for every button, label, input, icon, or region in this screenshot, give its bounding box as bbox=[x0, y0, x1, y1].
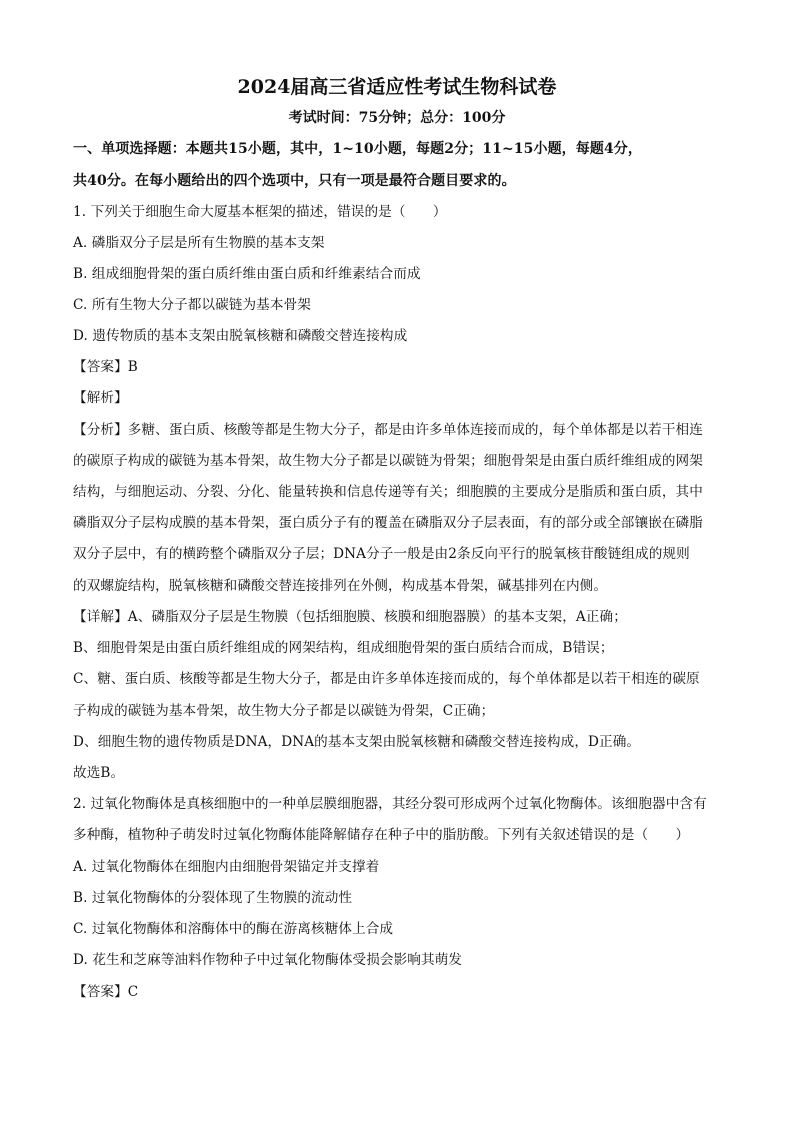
question-1-option-d: D. 遗传物质的基本支架由脱氧核糖和磷酸交替连接构成 bbox=[73, 328, 408, 344]
page-title: 2024届高三省适应性考试生物科试卷 bbox=[237, 76, 557, 98]
question-1-explanation-label: 【解析】 bbox=[73, 390, 128, 406]
question-1-conclusion: 故选B。 bbox=[73, 765, 125, 781]
question-1-analysis-line: 的双螺旋结构，脱氧核糖和磷酸交替连接排列在外侧，构成基本骨架，碱基排列在内侧。 bbox=[73, 578, 608, 594]
question-1-stem: 1. 下列关于细胞生命大厦基本框架的描述，错误的是（ ） bbox=[73, 204, 447, 220]
question-1-option-c: C. 所有生物大分子都以碳链为基本骨架 bbox=[73, 297, 311, 313]
question-1-analysis-line: 结构，与细胞运动、分裂、分化、能量转换和信息传递等有关；细胞膜的主要成分是脂质和蛋白质，其中 bbox=[73, 484, 703, 500]
question-1-analysis-line: 【分析】多糖、蛋白质、核酸等都是生物大分子，都是由许多单体连接而成的，每个单体都是以若干相连 bbox=[73, 422, 703, 438]
exam-info: 考试时间：75分钟；总分：100分 bbox=[288, 110, 506, 126]
question-1-detail-line: 子构成的碳链为基本骨架，故生物大分子都是以碳链为骨架，C正确； bbox=[73, 703, 495, 719]
question-1-option-a: A. 磷脂双分子层是所有生物膜的基本支架 bbox=[73, 235, 325, 251]
question-2-option-b: B. 过氧化物酶体的分裂体现了生物膜的流动性 bbox=[73, 890, 353, 906]
question-1-analysis-line: 双分子层中，有的横跨整个磷脂双分子层；DNA分子一般是由2条反向平行的脱氧核苷酸链组成的规则 bbox=[73, 546, 690, 562]
question-2-option-a: A. 过氧化物酶体在细胞内由细胞骨架锚定并支撑着 bbox=[73, 859, 380, 875]
section-instructions-line-2: 共40分。在每小题给出的四个选项中，只有一项是最符合题目要求的。 bbox=[73, 173, 516, 189]
section-instructions-line-1: 一、单项选择题：本题共15小题，其中，1~10小题，每题2分；11~15小题，每题4分， bbox=[73, 141, 643, 157]
question-2-answer: 【答案】C bbox=[73, 984, 139, 1000]
question-1-analysis-line: 磷脂双分子层构成膜的基本骨架，蛋白质分子有的覆盖在磷脂双分子层表面，有的部分或全部镶嵌在磷脂 bbox=[73, 515, 703, 531]
question-2-option-c: C. 过氧化物酶体和溶酶体中的酶在游离核糖体上合成 bbox=[73, 921, 394, 937]
question-1-detail-line: 【详解】A、磷脂双分子层是生物膜（包括细胞膜、核膜和细胞器膜）的基本支架，A正确； bbox=[73, 609, 627, 625]
question-1-detail-line: B、细胞骨架是由蛋白质纤维组成的网架结构，组成细胞骨架的蛋白质结合而成，B错误； bbox=[73, 640, 614, 656]
question-1-detail-line: D、细胞生物的遗传物质是DNA，DNA的基本支架由脱氧核糖和磷酸交替连接构成，D正确。 bbox=[73, 734, 641, 750]
question-1-detail-line: C、糖、蛋白质、核酸等都是生物大分子，都是由许多单体连接而成的，每个单体都是以若干相连的碳原 bbox=[73, 671, 700, 687]
question-2-stem-line-2: 多种酶，植物种子萌发时过氧化物酶体能降解储存在种子中的脂肪酸。下列有关叙述错误的是（ ） bbox=[73, 827, 690, 843]
question-1-option-b: B. 组成细胞骨架的蛋白质纤维由蛋白质和纤维素结合而成 bbox=[73, 266, 421, 282]
question-2-stem-line-1: 2. 过氧化物酶体是真核细胞中的一种单层膜细胞器，其经分裂可形成两个过氧化物酶体。该细胞器中含有 bbox=[73, 796, 707, 812]
question-1-analysis-line: 的碳原子构成的碳链为基本骨架，故生物大分子都是以碳链为骨架；细胞骨架是由蛋白质纤维组成的网架 bbox=[73, 453, 703, 469]
question-2-option-d: D. 花生和芝麻等油料作物种子中过氧化物酶体受损会影响其萌发 bbox=[73, 952, 463, 968]
question-1-answer: 【答案】B bbox=[73, 359, 138, 375]
